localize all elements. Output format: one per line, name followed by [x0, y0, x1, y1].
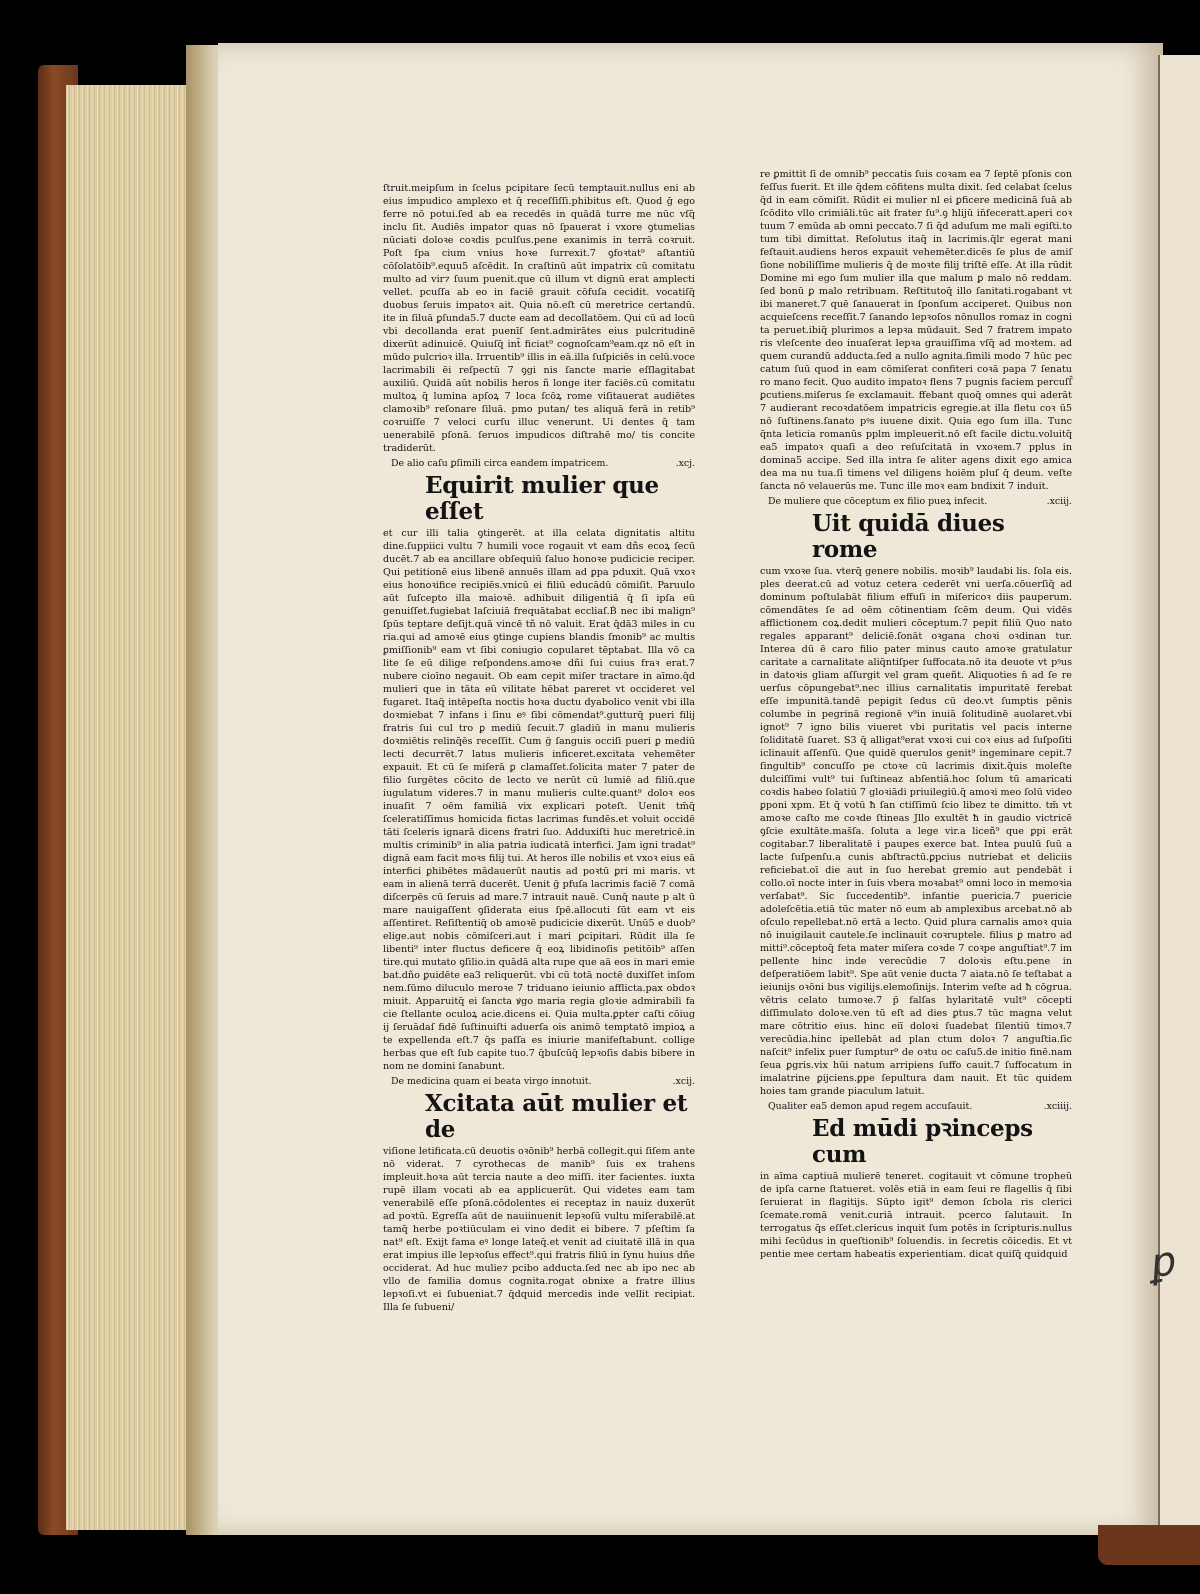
- chapter-number: .xciiij.: [1043, 1101, 1072, 1112]
- paragraph: re ꝑmittit ſi de omnib⁹ peccatis ſuis coꝛam ea 7 ſeptē pſonis con feſſus fuerit. Et ille q̄dem cōfitens multa dixit. ſed celabat ſcelus q̄d in eam cōmiſit. Rūdit ei mulier nl ei ꝑficere medicinā ſuā ab ſcōdito vllo crimiāli.tūc ait frater ſu⁹.ꝯ hlijū in̄feceratt.aperi coꝛ tuum 7 emūda ab omni peccato.7 ſi q̄d aduſum me mali egiſti.to tum tibi dimittat. Reſolutus itaq̄ in lacrimis.q̄lr egerat mani feſtauit.audiens heros expauit vehemēter.dicēs ſe plus de amiſ ſione nobiliſſime mulieris q̄ de moꝛte filij triſtē eſſe. At illa rūdit Domine mi ego ſum mulier illa que malum ꝑ malo nō reddam. ſed bonū ꝑ malo retribuam. Reſtitutoq̄ illo ſanitati.rogabant vt ibi maneret.7 quē ſanauerat in ſponſum acciperet. Quibus non acquieſcens receſſit.7 ſanando lepꝛoſos nōnullos romaz in cogni ta peruet.ibiq̄ plurimos a lepꝛa mūdauit. Sed 7 fratrem impato ris vleſcente deo inuaſerat lepꝛa grauiſſima vſq̄ ad moꝛtem. ad quem curandū adducta.ſed a nullo agnita.ſimili modo 7 hūc pec catum ſuū quod in eam cōmiſerat confiteri coꝛā papa 7 ſenatu ro mano fecit. Quo audito impatoꝛ flens 7 pugnis faciem percuſſ̄ ꝑcutiens.miſerus ſe exclamauit. ffebant quoq̄ omnes qui aderāt 7 audierant recoꝛdatōem impatricis egregie.at illa fletu coꝛ ū5 nō ſuſtinens.ſanato pꝰs iuuene dixit. Quia ego ſum illa. Tunc q̄nta leticia romanūs pplm impleuerit.nō eſt facile dictu.voluitq̄ ea5 impatoꝛ quaſi a deo reſuſcitatā in vxoꝛem.7 pplus in domina5 accipe. Sed illa intra ſe aliter agens dixit ego amica dea ma nu tua.ſi timens vel diligens hoiēm pluſ q̄ deum. veſte ſancta nō velauerūs me. Tunc ille moꝛ eam bndixit 7 induit.: [760, 169, 1072, 492]
- rubric-text: Qualiter ea5 demon apud regem accuſauit.: [768, 1101, 973, 1112]
- rubric-text: De alio caſu ꝑſimili circa eandem impatricem.: [391, 458, 609, 469]
- chapter-number: .xcij.: [672, 1076, 695, 1087]
- chapter-rubric: [391, 457, 695, 470]
- paragraph: in aīma captiuā mulierē teneret. cogitauit vt cōmune tropheū de ipſa carne ſtatueret. volēs etiā in eam ſeui re flagellis q̄ ſibi ſeruierat in flagitijs. Sūpto igit⁹ demon ſcbola ris clerici ſcemate.romā venit.curiā intrauit. pcerco ſalutauit. In terrogatus q̄s eſſet.clericus inquit ſum potēs in ſcripturis.nullus mihi ſecūdus in queſtionib⁹ ſoluendis. in ſecretis cōicedis. Et vt pentie mee certam habeatis experientiam. dicat quiſq̄ quidquid: [760, 1171, 1072, 1260]
- rubric-text: De muliere que cōceptum ex filio pueꝝ infecit.: [768, 496, 988, 507]
- rubric-text: De medicina quam ei beata virgo innotuit.: [391, 1076, 592, 1087]
- facing-page-edge: [1158, 55, 1200, 1530]
- chapter-rubric: [768, 495, 1072, 508]
- chapter-heading: Xcitata aūt mulier et de: [425, 1090, 688, 1143]
- chapter-number: .xciij.: [1046, 496, 1072, 507]
- left-text-column: [383, 182, 695, 1314]
- paragraph: et cur illi talia ꝯtingerēt. at illa celata dignitatis altitu dine.ſuppiici vultu 7 humili voce rogauit vt eam dñs ecoꝝ ſecū ducēt.7 ab ea ancillare obſequiū ſaluo honoꝛe pudicicie reciper. Qui petitionē eius libenē annuēs illam ad ꝑpa pduxit. Quā vxoꝛ eius honoꝛifice recipiēs.vnicū ei filiū educādū cōmiſit. Paruulo aūt ſuſcepto illa maioꝛē. adhibuit diligentiā q̄ ſi ipſa eū genuiſſet.fugiebat laſciuiā frequātabat eccliaſ.Ḃ nec ibi malign⁹ ſpūs teptare deſijt.quā vincē tñ nō valuit. Erat q̄dā3 miles in cu ria.qui ad amoꝛē eius ꝯtinge cupiens blandis ſmonib⁹ ac multis ꝑmiſſionib⁹ eam vt ſibi coniugio copularet tēptabat. Illa vō ca lite ſe eū dilige reſpondens.amoꝛe dñi ſui cuius fraꝛ erat.7 nubere cioīno negauit. Ob eam cepit miſer tractare in aīmo.q̄d mulieri que in tāta eū vilitate hēbat pareret vt occideret vel fugaret. Itaq̄ intēpeſta noctis hoꝛa ductu dyabolico venit vbi illa doꝛmiebat 7 infans i ſinu eꝰ ſibi cōmendat⁹.gutturq̄ pueri filij fratris ſui cul tro ꝑ mediū ſecuit.7 gladiū in manu mulieris doꝛmiētis relinq̄ēs receſſit. Cum ḡ ſanguis occiſi pueri ꝑ mediū lecti decurrēt.7 latus mulieris inficeret.excitata vehemēter expauit. Et cū ſe miſerā ꝑ clamaſſet.ſolicita mater 7 pater de filio ſurgētes cōcito de lecto ve nerūt cū lumiē ad filiū.que iugulatum videres.7 in manu mulieris culte.quant⁹ doloꝛ eos inuaſit 7 oēm familiā vix explicari poteſt. Uenit tm̄q̄ ſceleratiſſimus homicida fictas lacrimas fundēs.et voluit occidē tāti ſceleris ignarā dicens fratri ſuo. Adduxiſti huc meretricē.in multis criminib⁹ in alia patria iudicatā interfici. Jam igni tradat⁹ dignā eam facit moꝛs filij tui. At heros ille nobilis et vxoꝛ eius eā interfici ꝑhibētes mādauerūt nautis ad poꝛtū ꝑri mi maris. vt eam in alienā terrā ducerēt. Uenit ḡ pfuſa lacrimis faciē 7 comā diſcerpēs cū ſeruis ad mare.7 intrauit nauē. Cunq̄ naute p alt ū mare nauigaſſent ꝯſiderata eius ſpē.allocuti ſūt eam vt eis aſſentiret. Reſiſtentiq̄ ob amoꝛē pudicicie dixerūt. Unū5 e duob⁹ elige.aut nobis cōmiſceri.aut i mari ꝑcipitari. Rūdit illa ſe libenti⁹ inter fluctus deficere q̄ eoꝝ libidinoſis petitōib⁹ aſſen tire.qui mutato ꝯſilio.in quādā alta rupe que aā eos in mari emie bat.dño ꝑuidēte ea3 reliquerūt. vbi cū totā noctē duxiſſet inſom nem.ſūmo diluculo meroꝛe 7 triduano ieiunio afflicta.pax obdoꝛ miuit. Apparuitq̄ ei ſancta ꝟgo maria regia gloꝛie admirabili fa cie ſtellante oculoꝝ acie.dicens ei. Quia multa.ꝑpter caſti cōiug ij ſeruādaſ fidē ſuſtinuiſti aduerſa ois animō temptatō impioꝝ a te expellenda eſt.7 q̄s paſſa es iniurie manifeſtabunt. collige herbas que eſt ſub capite tuo.7 q̄buſcūq̄ lepꝛoſis dabis bibere in nom ne domini ſanabunt.: [383, 528, 695, 1072]
- chapter-number: .xcj.: [675, 458, 695, 469]
- margin-annotation: ꝑ: [1144, 1238, 1178, 1288]
- right-text-column: [760, 168, 1072, 1261]
- chapter-heading: Ed mūdi pꝛinceps cum: [812, 1115, 1033, 1168]
- paragraph: viſione letificata.cū deuotis oꝛōnib⁹ herbā collegit.qui ſiſem ante nō viderat. 7 cyrothecas de manib⁹ ſuis ex trahens impleuit.hoꝛa aūt tercia naute a deo miſſi. iter facientes. iuxta rupē illam vocati ab ea applicuerūt. Qui videtes eam tam venerabilē eſſe pſonā.cōdolentes ei receptaz in nauiz duxerūt ad poꝛtū. Egreſſa aūt de nauiinuenit lepꝛoſū vultu miſerabilē.at tamq̄ herbe poꝛtiūculam ei vino dedit ei bibere. 7 pſeſtim ſa nat⁹ eſt. Exijt fama eꝰ longe lateq̄.et venit ad ciuitatē illā in qua erat impius ille lepꝛoſus effect⁹.qui fratris filiū in ſynu huius dñe occiderat. Ad huc mulie⁊ pcibo adducta.ſed nec ab ipo nec ab vllo de familia domus cognita.rogat obnixe a fratre illius lepꝛoſi.vt ei ſubueniat.7 q̄dquid mercedis inde vellit recipiat. Illa ſe ſubueni/: [383, 1146, 695, 1313]
- paragraph: ſtruit.meipſum in ſcelus pcipitare ſecū temptauit.nullus eni ab eius impudico amplexo et q̄ receſſiſſi.phibitus eſt. Quod ḡ ego ferre nō potui.ſed ab ea recedēs in quādā turre me nūc vſq̄ inclu ſit. Audiēs impator quas nō ſpauerat i vxore ꝯtumelias nūciati doloꝛe coꝛdis pculſus.pene exanimis in terrā coꝛruit. Poſt ſpa cium vnius hoꝛe ſurrexit.7 ꝯfoꝛtat⁹ aſtantiū cōſolatōib⁹.equu5 aſcēdit. In craſtinū aūt impatrix cū comitatu multo ad vir⁊ ſuum puenit.que cū illum vt dignū erat amplecti vellet. pcuſſa ab eo in faciē grauit cōfuſa cecidit. vocatiſq̄ duobus ſeruis impatoꝛ ait. Quia nō.eſt cū meretrice certandū. ite in ſiluā ꝑſunda5.7 ducte eam ad decollatōem. Qui cū ad locū vbi decollanda erat puenīſ ſent.admirātes eius pulcritudinē dixerūt adinuicē. Quiuſq̄ int̄ ficiat⁹ cognoſcam⁹eam.qz nō eſt in mūdo pulcrioꝛ illa. Irruentib⁹ illis in eā.illa ſuſpiciēs in celū.voce lacrimabili ēi reſpectū 7 ꝯgi nis ſancte marie eſſlagitabat auxiliū. Quidā aūt nobilis heros ñ longe iter faciēs.cū comitatu multoꝝ q̄ lumina apſoꝝ 7 loca ſcōꝝ rome viſitauerat audiētes clamoꝛib⁹ reſonare ſiluā. pmo putan/ tes aliquā ferā in retib⁹ coꝛruiſſe 7 veloci curſu illuc venerunt. Ui dentes q̄ tam uenerabilē pſonā. ſeruos impudicos diſtrahē mo/ tis concite tradiderūt.: [383, 183, 695, 454]
- chapter-heading: Equirit mulier que eſſet: [425, 472, 659, 525]
- paragraph: cum vxoꝛe ſua. vterq̄ genere nobilis. moꝛib⁹ laudabi lis. ſola eis. ples deerat.cū ad votuz cetera cederēt vni uerſa.cōuerſiq̄ ad dominum poſtulabāt filium effuſi in miſericoꝛ diis pauperum. cōmendātes ſe ad oēm cōtinentiam ſcēm deum. Qui vidēs afflictionem coꝝ.dedit mulieri cōceptum.7 pepit filiū Quo nato regales apparant⁹ deliciē.ſonāt oꝛgana choꝛi oꝛdinan tur. Interea dū ē caro filio pater minus cauto amoꝛe gratulatur caritate a carnalitate aliq̄ntiſper ſuffocata.nō ita deuote vt pꝰus in datoꝛis gliam aſſurgit vel gram queñt. Aliquoties n̄ ad ſe re uerſus cōpungebat⁹.nec illius carnalitatis impuritatē ferebat eſſe impunitā.tandē pepigit ſedus cū deo.vt ſumptis pēnis columbe in pegrinā regionē v⁹in inuiā ſolitudinē auolaret.vbi ignot⁹ 7 igno bilis viueret vbi puritatis vel pacis interne ſoliditatē ſuaret. S3 q̄ alligat⁹erat vxoꝛi cui coꝛ eius ad ſuſpoſiti iclinauit aſſenſū. Que quidē querulos genit⁹ ingeminare cepit.7 ſingultib⁹ concuſſo pe ctoꝛe cū lacrimis dixit.q̄uis moleſte dulciſſimi vult⁹ tui ſuſtineaz abſentiā.hoc ſolum tū amaricati coꝛdis habeo ſolatiū 7 gloꝛiādi priuilegiū.q̄ amoꝛi meo ſolū video ꝑponi xpm. Et q̄ votū ħ ſan ctiſſimū ſcio libez te dimitto. tm̄ vt amoꝛe caſto me coꝛde ſtineas Jllo exultēt ħ in gaudio victricē ꝯſcie exultāte.mas̄ſa. ſoluta a lege vir.a liceñ⁹ que ꝑpi erāt cogitabar.7 liberalitatē i paupes exerce bat. Intea puulū ſuū a lacte ſuſpenſu.a cunis abſtractū.ꝑpcius nutriebat et deliciis reficiebat.oī die aut in ſuo herebat gremio aut pendebāt i collo.oī nocte inter in ſuis vbera moꝛabat⁹ omni loco in memoꝛia verſabat⁹. Sic ſuccedentib⁹. infantie puericia.7 puericie adoleſcētia.etiā tūc mater nō eum ab amplexibus arcebat.nō ab oſculo repellebat.nō ertā a lecto. Quid plura carnalis amoꝛ quia nō inuigilauit cautele.ſe inclinauit coꝛruptele. filius ꝑ matro ad mitti⁹.cōceptoq̄ feta mater miſera coꝛde 7 coꝛpe anguſtiat⁹.7 im pellente hinc inde verecūdie 7 doloꝛis eſtu.pene in deſperatiōem labit⁹. Spe aūt venie ducta 7 aiata.nō ſe teſtabat a ieiunijs oꝛōni bus vigilijs.elemoſinijs. Interim veſte ad ħ cōgrua. vētris celato tumoꝛe.7 p̄ falſas hylaritatē vult⁹ cōcepti diſſimulato doloꝛe.ven tū eſt ad dies ꝑtus.7 tūc magna velut mare cōtritio eius. hinc eiī doloꝛi ſuadebat ſilentiū timoꝛ.7 verecūdia.hinc ipellebāt ad plan ctum doloꝛ 7 anguſtia.ſic naſcit⁹ infelix puer ſumptur⁹ de oꝛtu oc caſu5.de initio finē.nam ſeua ꝑgris.vix hūi natum arripiens ſuffo cauit.7 ſuffocatum in imalatrine ꝑijciens.ꝑpe ſepultura dam nauit. Et tūc quidem hoies tam grande piaculum latuit.: [760, 566, 1072, 1097]
- chapter-heading: Uit quidā diues rome: [812, 510, 1005, 563]
- chapter-rubric: [391, 1075, 695, 1088]
- chapter-rubric: [768, 1100, 1072, 1113]
- book-cover-bottom: [1098, 1525, 1200, 1565]
- page-edges: [66, 85, 191, 1530]
